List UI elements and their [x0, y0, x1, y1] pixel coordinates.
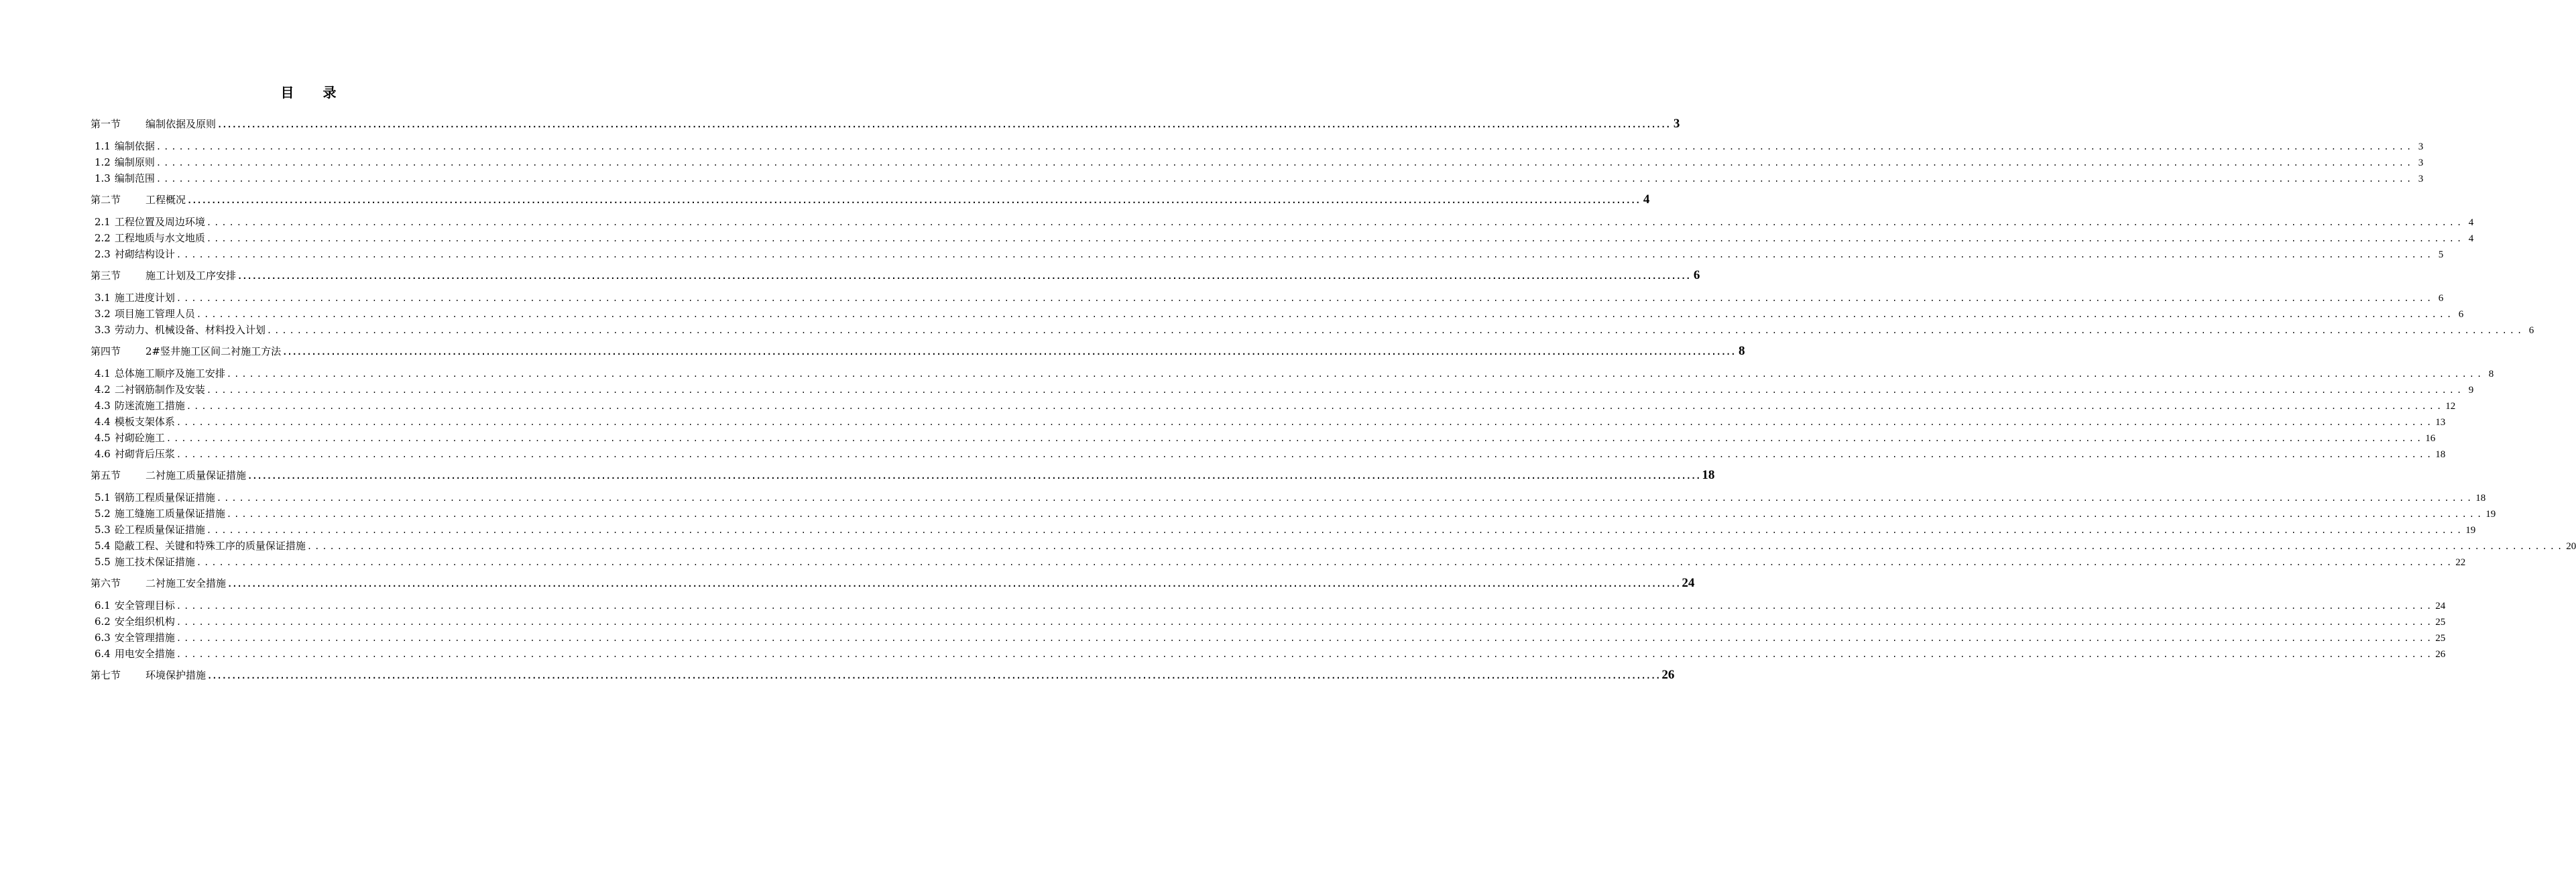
toc-entry-label: 用电安全措施	[114, 648, 175, 660]
toc-entry-number: 6.1	[95, 599, 111, 612]
toc-entry-number: 5.5	[95, 556, 111, 568]
toc-entry-label: 二衬钢筋制作及安装	[114, 384, 205, 396]
toc-entry-label: 2#竖井施工区间二衬施工方法	[145, 345, 282, 357]
toc-entry-label: 安全组织机构	[114, 616, 175, 628]
toc-entry-label: 防迷流施工措施	[114, 400, 185, 412]
toc-page-number: 3	[2418, 174, 2424, 184]
toc-entry-number: 4.3	[95, 400, 111, 412]
toc-dot-leader: ............................................................................................................................................................................................................................................................................................................	[176, 294, 2435, 303]
toc-subsection-entry[interactable]	[91, 430, 2436, 446]
toc-dot-leader: ............................................................................................................................................................................................................................................................................................................	[176, 601, 2435, 611]
toc-entry-number: 4.1	[95, 367, 111, 380]
toc-subsection-entry[interactable]	[91, 170, 2424, 186]
toc-entry-number: 4.2	[95, 384, 111, 396]
toc-subsection-entry[interactable]	[91, 646, 2446, 662]
toc-dot-leader: ............................................................................................................................................................................................................................................................................................................	[216, 493, 2475, 503]
toc-dot-leader: ............................................................................................................................................................................................................................................................................................................	[217, 120, 1671, 129]
toc-subsection-entry[interactable]	[91, 365, 2494, 382]
toc-dot-leader: ............................................................................................................................................................................................................................................................................................................	[176, 250, 2435, 259]
toc-entry-number: 第六节	[91, 577, 121, 589]
toc-subsection-entry[interactable]	[91, 414, 2446, 430]
toc-entry-label: 隐蔽工程、关键和特殊工序的质量保证措施	[114, 540, 306, 552]
toc-entry-label: 工程概况	[145, 194, 186, 206]
toc-dot-leader: ............................................................................................................................................................................................................................................................................................................	[176, 418, 2435, 427]
toc-dot-leader: ............................................................................................................................................................................................................................................................................................................	[237, 272, 1691, 281]
toc-subsection-entry[interactable]	[91, 382, 2474, 398]
toc-page-number: 18	[1702, 468, 1715, 482]
toc-dot-leader: ............................................................................................................................................................................................................................................................................................................	[206, 526, 2465, 535]
toc-subsection-entry[interactable]	[91, 538, 2576, 554]
toc-section-entry[interactable]	[91, 190, 1650, 210]
toc-entry-label: 衬砌砼施工	[114, 432, 165, 444]
toc-entry-number: 3.3	[95, 324, 111, 336]
toc-dot-leader: ............................................................................................................................................................................................................................................................................................................	[156, 142, 2414, 152]
toc-page-number: 4	[2468, 217, 2474, 228]
toc-page-number: 13	[2435, 417, 2446, 428]
toc-entry-label: 编制依据	[114, 140, 155, 152]
toc-subsection-entry[interactable]	[91, 214, 2474, 230]
toc-subsection-entry[interactable]	[91, 322, 2534, 338]
toc-section-entry[interactable]	[91, 665, 1675, 685]
toc-section-entry[interactable]	[91, 114, 1680, 134]
toc-section-entry[interactable]	[91, 266, 1700, 286]
toc-dot-leader: ............................................................................................................................................................................................................................................................................................................	[156, 174, 2414, 184]
toc-entry-label: 项目施工管理人员	[114, 308, 195, 320]
toc-page-number: 16	[2425, 433, 2436, 444]
toc-entry-number: 2.1	[95, 216, 111, 228]
toc-dot-leader: ............................................................................................................................................................................................................................................................................................................	[176, 450, 2435, 459]
toc-page-number: 4	[2468, 233, 2474, 244]
toc-entry-number: 第四节	[91, 345, 121, 357]
toc-dot-leader: ............................................................................................................................................................................................................................................................................................................	[306, 542, 2565, 551]
toc-dot-leader: ............................................................................................................................................................................................................................................................................................................	[186, 402, 2445, 411]
toc-entry-number: 2.3	[95, 248, 111, 260]
toc-entry-label: 编制依据及原则	[145, 118, 217, 130]
toc-entry-label: 施工计划及工序安排	[145, 270, 237, 282]
toc-entry-label: 砼工程质量保证措施	[114, 524, 205, 536]
toc-page-number: 26	[1661, 668, 1675, 682]
toc-dot-leader: ............................................................................................................................................................................................................................................................................................................	[166, 434, 2424, 443]
toc-entry-label: 施工进度计划	[114, 292, 175, 304]
toc-page-number: 9	[2468, 385, 2474, 396]
toc-section-entry[interactable]	[91, 341, 1745, 361]
toc-dot-leader: ............................................................................................................................................................................................................................................................................................................	[206, 218, 2465, 227]
toc-subsection-entry[interactable]	[91, 522, 2476, 538]
toc-subsection-entry[interactable]	[91, 138, 2424, 154]
toc-entry-label: 衬砌结构设计	[114, 248, 175, 260]
toc-entry-number: 6.2	[95, 616, 111, 628]
toc-entry-label: 工程地质与水文地质	[114, 232, 205, 244]
toc-entry-number: 1.2	[95, 156, 111, 168]
toc-subsection-entry[interactable]	[91, 614, 2446, 630]
toc-entry-number: 2.2	[95, 232, 111, 244]
toc-subsection-entry[interactable]	[91, 597, 2446, 614]
table-of-contents	[91, 114, 2576, 689]
toc-page-number: 19	[2465, 525, 2476, 536]
toc-entry-number: 5.4	[95, 540, 111, 552]
toc-subsection-entry[interactable]	[91, 290, 2444, 306]
toc-dot-leader: ............................................................................................................................................................................................................................................................................................................	[282, 347, 1736, 357]
toc-entry-label: 施工技术保证措施	[114, 556, 195, 568]
toc-entry-number: 4.4	[95, 416, 111, 428]
toc-entry-label: 安全管理目标	[114, 599, 175, 612]
toc-subsection-entry[interactable]	[91, 506, 2496, 522]
toc-dot-leader: ............................................................................................................................................................................................................................................................................................................	[187, 196, 1641, 205]
toc-page-number: 3	[1673, 117, 1680, 131]
toc-subsection-entry[interactable]	[91, 630, 2446, 646]
toc-subsection-entry[interactable]	[91, 398, 2456, 414]
toc-page-number: 6	[2438, 293, 2444, 304]
toc-dot-leader: ............................................................................................................................................................................................................................................................................................................	[196, 558, 2455, 567]
toc-page-number: 8	[1739, 344, 1745, 358]
toc-dot-leader: ............................................................................................................................................................................................................................................................................................................	[226, 369, 2485, 379]
toc-section-entry[interactable]	[91, 573, 1695, 593]
toc-dot-leader: ............................................................................................................................................................................................................................................................................................................	[176, 650, 2435, 659]
toc-entry-number: 第七节	[91, 669, 121, 681]
toc-page-number: 4	[1643, 192, 1650, 207]
toc-page-number: 25	[2435, 617, 2446, 628]
toc-entry-label: 二衬施工安全措施	[145, 577, 227, 589]
toc-page-number: 18	[2475, 493, 2486, 504]
toc-entry-label: 劳动力、机械设备、材料投入计划	[114, 324, 266, 336]
toc-dot-leader: ............................................................................................................................................................................................................................................................................................................	[266, 326, 2525, 335]
toc-page-number: 3	[2418, 158, 2424, 168]
toc-page-number: 12	[2445, 401, 2456, 412]
toc-page-number: 20	[2566, 541, 2576, 552]
toc-entry-number: 5.1	[95, 491, 111, 504]
toc-subsection-entry[interactable]	[91, 306, 2464, 322]
toc-subsection-entry[interactable]	[91, 230, 2474, 246]
toc-page-number: 8	[2488, 369, 2494, 380]
toc-entry-label: 安全管理措施	[114, 632, 175, 644]
toc-entry-number: 1.3	[95, 172, 111, 184]
toc-page-number: 6	[2458, 309, 2464, 320]
toc-page-number: 24	[2435, 601, 2446, 612]
toc-page-number: 18	[2435, 449, 2446, 460]
toc-entry-number: 5.3	[95, 524, 111, 536]
toc-entry-label: 总体施工顺序及施工安排	[114, 367, 225, 380]
toc-subsection-entry[interactable]	[91, 489, 2486, 506]
toc-entry-label: 模板支架体系	[114, 416, 175, 428]
toc-page-number: 22	[2455, 557, 2466, 568]
toc-entry-number: 第二节	[91, 194, 121, 206]
toc-entry-label: 编制原则	[114, 156, 155, 168]
toc-subsection-entry[interactable]	[91, 154, 2424, 170]
toc-entry-number: 第三节	[91, 270, 121, 282]
toc-dot-leader: ............................................................................................................................................................................................................................................................................................................	[176, 618, 2435, 627]
toc-entry-number: 4.6	[95, 448, 111, 460]
toc-section-entry[interactable]	[91, 465, 1715, 485]
toc-entry-number: 3.1	[95, 292, 111, 304]
toc-title: 目 录	[280, 84, 349, 101]
toc-entry-label: 钢筋工程质量保证措施	[114, 491, 215, 504]
toc-dot-leader: ............................................................................................................................................................................................................................................................................................................	[196, 310, 2455, 319]
toc-entry-number: 1.1	[95, 140, 111, 152]
toc-page-number: 3	[2418, 141, 2424, 152]
toc-dot-leader: ............................................................................................................................................................................................................................................................................................................	[156, 158, 2414, 168]
toc-page-number: 19	[2485, 509, 2496, 520]
toc-entry-number: 6.4	[95, 648, 111, 660]
toc-dot-leader: ............................................................................................................................................................................................................................................................................................................	[176, 634, 2435, 643]
toc-subsection-entry[interactable]	[91, 446, 2446, 462]
toc-entry-label: 环境保护措施	[145, 669, 207, 681]
toc-entry-number: 4.5	[95, 432, 111, 444]
toc-entry-label: 衬砌背后压浆	[114, 448, 175, 460]
toc-page-number: 5	[2438, 249, 2444, 260]
toc-entry-number: 5.2	[95, 508, 111, 520]
toc-entry-number: 3.2	[95, 308, 111, 320]
toc-dot-leader: ............................................................................................................................................................................................................................................................................................................	[206, 386, 2465, 395]
toc-entry-label: 编制范围	[114, 172, 155, 184]
toc-entry-label: 工程位置及周边环境	[114, 216, 205, 228]
toc-page-number: 25	[2435, 633, 2446, 644]
toc-page-number: 26	[2435, 649, 2446, 660]
toc-dot-leader: ............................................................................................................................................................................................................................................................................................................	[207, 671, 1661, 681]
toc-subsection-entry[interactable]	[91, 554, 2466, 570]
toc-subsection-entry[interactable]	[91, 246, 2444, 262]
toc-entry-number: 6.3	[95, 632, 111, 644]
toc-entry-number: 第五节	[91, 469, 121, 481]
toc-entry-number: 第一节	[91, 118, 121, 130]
toc-entry-label: 二衬施工质量保证措施	[145, 469, 247, 481]
toc-dot-leader: ............................................................................................................................................................................................................................................................................................................	[227, 579, 1681, 589]
toc-dot-leader: ............................................................................................................................................................................................................................................................................................................	[206, 234, 2465, 243]
toc-entry-label: 施工缝施工质量保证措施	[114, 508, 225, 520]
toc-page-number: 6	[2528, 325, 2534, 336]
toc-dot-leader: ............................................................................................................................................................................................................................................................................................................	[247, 471, 1701, 481]
toc-page-number: 24	[1682, 576, 1695, 590]
toc-page-number: 6	[1693, 268, 1700, 282]
toc-dot-leader: ............................................................................................................................................................................................................................................................................................................	[226, 510, 2485, 519]
